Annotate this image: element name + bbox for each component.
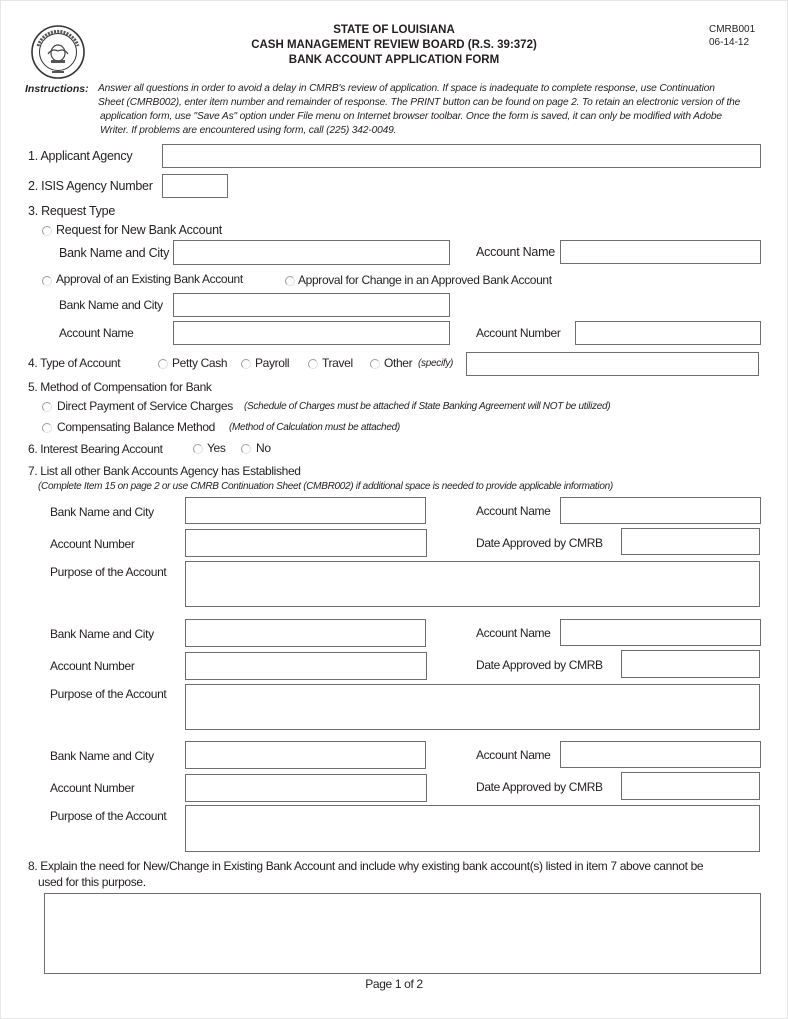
new-bank-name-field[interactable] <box>173 240 450 265</box>
radio-direct-payment[interactable] <box>42 402 52 412</box>
instructions-line-2: Sheet (CMRB002), enter item number and remainder of response. The PRINT button can be found on page 2. To retain an electronic version of the <box>98 97 741 108</box>
form-title: BANK ACCOUNT APPLICATION FORM <box>288 54 500 66</box>
applicant-agency-field[interactable] <box>162 144 761 168</box>
entry1-account-name-field[interactable] <box>560 497 761 524</box>
instructions-label: Instructions: <box>25 83 89 95</box>
entry3-account-number-field[interactable] <box>185 774 427 802</box>
change-approved-account-option: Approval for Change in an Approved Bank Account <box>298 273 552 287</box>
compensating-balance-note: (Method of Calculation must be attached) <box>229 422 400 433</box>
entry2-account-number-label: Account Number <box>50 659 135 673</box>
petty-cash-option: Petty Cash <box>172 356 228 370</box>
entry2-date-approved-label: Date Approved by CMRB <box>476 658 603 672</box>
entry2-account-number-field[interactable] <box>185 652 427 680</box>
interest-no-option: No <box>256 441 271 455</box>
payroll-option: Payroll <box>255 356 290 370</box>
header-board: CASH MANAGEMENT REVIEW BOARD (R.S. 39:372) <box>251 39 537 51</box>
interest-bearing-label: 6. Interest Bearing Account <box>28 442 163 456</box>
isis-agency-number-label: 2. ISIS Agency Number <box>28 179 153 193</box>
entry2-bank-name-field[interactable] <box>185 619 426 647</box>
existing-account-name-label: Account Name <box>59 326 134 340</box>
radio-existing-bank-account[interactable] <box>42 276 52 286</box>
entry3-account-name-label: Account Name <box>476 748 551 762</box>
type-of-account-label: 4. Type of Account <box>28 356 121 370</box>
entry1-date-approved-field[interactable] <box>621 528 760 555</box>
entry3-purpose-field[interactable] <box>185 805 760 852</box>
direct-payment-note: (Schedule of Charges must be attached if State Banking Agreement will NOT be utilized) <box>244 401 611 412</box>
direct-payment-option: Direct Payment of Service Charges <box>57 399 233 413</box>
entry3-date-approved-label: Date Approved by CMRB <box>476 780 603 794</box>
entry3-account-name-field[interactable] <box>560 741 761 768</box>
instructions-line-1: Answer all questions in order to avoid a delay in CMRB's review of application. If space is inadequate to complete response, use Continuation <box>98 83 715 94</box>
form-code: CMRB001 <box>709 24 756 35</box>
entry2-account-name-label: Account Name <box>476 626 551 640</box>
isis-agency-number-field[interactable] <box>162 174 228 198</box>
entry2-date-approved-field[interactable] <box>621 650 760 678</box>
new-bank-name-label: Bank Name and City <box>59 246 170 260</box>
entry3-bank-name-field[interactable] <box>185 741 426 769</box>
request-type-label: 3. Request Type <box>28 204 116 218</box>
compensation-method-label: 5. Method of Compensation for Bank <box>28 380 212 394</box>
applicant-agency-label: 1. Applicant Agency <box>28 149 133 163</box>
form-date: 06-14-12 <box>709 37 750 48</box>
radio-change-approved-account[interactable] <box>285 276 295 286</box>
other-specify-field[interactable] <box>466 352 759 376</box>
new-bank-account-option: Request for New Bank Account <box>56 223 223 237</box>
new-account-name-field[interactable] <box>560 240 761 264</box>
existing-account-number-label: Account Number <box>476 326 561 340</box>
new-account-name-label: Account Name <box>476 245 555 259</box>
entry1-account-number-label: Account Number <box>50 537 135 551</box>
entry1-purpose-field[interactable] <box>185 561 760 607</box>
entry3-bank-name-label: Bank Name and City <box>50 749 154 763</box>
radio-compensating-balance[interactable] <box>42 423 52 433</box>
radio-new-bank-account[interactable] <box>42 226 52 236</box>
radio-other[interactable] <box>370 359 380 369</box>
entry3-purpose-label: Purpose of the Account <box>50 809 167 823</box>
explain-need-label-line-1: 8. Explain the need for New/Change in Existing Bank Account and include why existing bank account(s) listed in item 7 above cannot be <box>28 859 704 873</box>
existing-bank-account-option: Approval of an Existing Bank Account <box>56 272 243 286</box>
existing-account-number-field[interactable] <box>575 321 761 345</box>
other-option: Other <box>384 356 413 370</box>
entry2-account-name-field[interactable] <box>560 619 761 646</box>
radio-petty-cash[interactable] <box>158 359 168 369</box>
other-accounts-label: 7. List all other Bank Accounts Agency has Established <box>28 464 301 478</box>
entry1-bank-name-field[interactable] <box>185 497 426 524</box>
instructions-line-4: Writer. If problems are encountered using form, call (225) 342-0049. <box>100 125 397 136</box>
travel-option: Travel <box>322 356 353 370</box>
explain-need-label-line-2: used for this purpose. <box>38 875 146 889</box>
radio-payroll[interactable] <box>241 359 251 369</box>
header-state: STATE OF LOUISIANA <box>333 24 455 36</box>
existing-bank-name-field[interactable] <box>173 293 450 317</box>
radio-interest-no[interactable] <box>241 444 251 454</box>
existing-account-name-field[interactable] <box>173 321 450 345</box>
explain-need-field[interactable] <box>44 893 761 974</box>
entry1-account-name-label: Account Name <box>476 504 551 518</box>
entry2-purpose-field[interactable] <box>185 684 760 730</box>
existing-bank-name-label: Bank Name and City <box>59 298 163 312</box>
entry1-date-approved-label: Date Approved by CMRB <box>476 536 603 550</box>
entry1-bank-name-label: Bank Name and City <box>50 505 154 519</box>
page-number: Page 1 of 2 <box>365 977 423 991</box>
entry3-date-approved-field[interactable] <box>621 772 760 800</box>
entry3-account-number-label: Account Number <box>50 781 135 795</box>
interest-yes-option: Yes <box>207 441 226 455</box>
compensating-balance-option: Compensating Balance Method <box>57 420 215 434</box>
radio-travel[interactable] <box>308 359 318 369</box>
other-accounts-note: (Complete Item 15 on page 2 or use CMRB Continuation Sheet (CMBR002) if additional space is needed to provide applicable information) <box>38 481 613 492</box>
entry1-purpose-label: Purpose of the Account <box>50 565 167 579</box>
radio-interest-yes[interactable] <box>193 444 203 454</box>
entry2-purpose-label: Purpose of the Account <box>50 687 167 701</box>
other-specify-note: (specify) <box>418 358 454 369</box>
instructions-line-3: application form, use "Save As" option under File menu on Internet browser toolbar. Once the form is saved, it can only be modified with Adobe <box>100 111 722 122</box>
entry1-account-number-field[interactable] <box>185 529 427 557</box>
entry2-bank-name-label: Bank Name and City <box>50 627 154 641</box>
